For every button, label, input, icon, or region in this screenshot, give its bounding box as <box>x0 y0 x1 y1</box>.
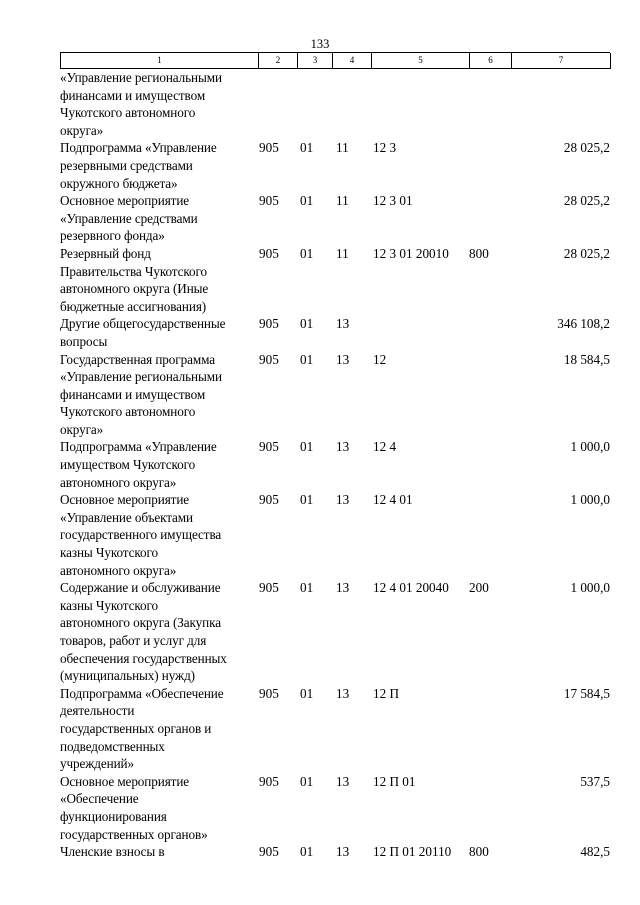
row-target-code: 12 3 01 20010 <box>373 245 449 261</box>
row-target-code: 12 <box>373 351 387 367</box>
table-row <box>60 843 610 861</box>
row-subsection: 13 <box>336 492 350 508</box>
row-section: 01 <box>300 492 314 508</box>
row-amount: 28 025,2 <box>563 245 610 261</box>
row-expense-type <box>469 192 511 245</box>
row-target-code <box>371 315 469 350</box>
table-header-row <box>60 52 610 69</box>
row-name: Основное мероприятие «Управление объектами государственного имущества казны Чукотского автономного округа» <box>60 492 222 578</box>
row-section: 01 <box>300 685 314 701</box>
row-subsection: 13 <box>336 439 350 455</box>
row-ministry-code: 905 <box>259 316 279 332</box>
row-name: Содержание и обслуживание казны Чукотского автономного округа (Закупка товаров, работ и услуг для обеспечения государственных (муниципальных) нужд) <box>60 580 227 684</box>
row-name: Подпрограмма «Обеспечение деятельности государственных органов и подведомственных учреждений» <box>60 685 224 772</box>
row-subsection: 13 <box>336 685 350 701</box>
row-section: 01 <box>300 140 314 156</box>
row-amount: 1 000,0 <box>570 439 610 455</box>
table-row <box>60 491 610 579</box>
column-header-name: 1 <box>61 53 259 69</box>
table-row <box>60 685 610 773</box>
table-row <box>60 579 610 685</box>
column-header-amount: 7 <box>512 53 611 69</box>
row-ministry-code: 905 <box>259 580 279 596</box>
row-amount: 482,5 <box>580 844 610 860</box>
row-section <box>297 69 332 139</box>
row-target-code: 12 П <box>373 685 400 701</box>
row-expense-type <box>469 351 511 439</box>
budget-table <box>60 52 610 861</box>
table-row <box>60 773 610 843</box>
row-section: 01 <box>300 245 314 261</box>
row-subsection: 13 <box>336 316 350 332</box>
row-name: «Управление региональными финансами и имуществом Чукотского автономного округа» <box>60 70 222 138</box>
table-row <box>60 192 610 245</box>
row-expense-type <box>469 773 511 843</box>
row-target-code: 12 4 01 <box>373 492 413 508</box>
row-subsection <box>332 69 371 139</box>
row-amount: 28 025,2 <box>563 193 610 209</box>
row-name: Подпрограмма «Управление резервными средствами окружного бюджета» <box>60 140 217 191</box>
row-expense-type: 800 <box>469 245 489 261</box>
row-section: 01 <box>300 351 314 367</box>
row-target-code: 12 П 01 20110 <box>373 844 452 860</box>
row-ministry-code: 905 <box>259 773 279 789</box>
row-amount: 28 025,2 <box>563 140 610 156</box>
table-row <box>60 245 610 315</box>
row-subsection: 13 <box>336 351 350 367</box>
row-expense-type <box>469 685 511 773</box>
row-subsection: 13 <box>336 773 350 789</box>
row-expense-type <box>469 491 511 579</box>
row-amount: 1 000,0 <box>570 492 610 508</box>
table-row <box>60 438 610 491</box>
row-section: 01 <box>300 439 314 455</box>
row-section: 01 <box>300 193 314 209</box>
row-subsection: 13 <box>336 844 350 860</box>
column-header-type: 6 <box>470 53 512 69</box>
row-amount: 1 000,0 <box>570 580 610 596</box>
column-header-section: 3 <box>298 53 333 69</box>
row-section: 01 <box>300 316 314 332</box>
row-section: 01 <box>300 773 314 789</box>
row-target-code: 12 4 <box>373 439 397 455</box>
row-ministry-code: 905 <box>259 351 279 367</box>
table-row <box>60 315 610 350</box>
row-name: Основное мероприятие «Управление средствами резервного фонда» <box>60 193 198 244</box>
row-expense-type <box>469 69 511 139</box>
row-amount: 537,5 <box>580 773 610 789</box>
table-row <box>60 139 610 192</box>
row-amount <box>511 69 610 139</box>
row-name: Основное мероприятие «Обеспечение функционирования государственных органов» <box>60 773 208 842</box>
row-ministry-code: 905 <box>259 439 279 455</box>
row-name: Другие общегосударственные вопросы <box>60 316 226 349</box>
row-expense-type <box>469 139 511 192</box>
row-name: Государственная программа «Управление региональными финансами и имуществом Чукотского автономного округа» <box>60 351 222 437</box>
row-target-code: 12 3 01 <box>373 193 413 209</box>
row-name: Подпрограмма «Управление имуществом Чукотского автономного округа» <box>60 439 217 490</box>
row-expense-type: 800 <box>469 844 489 860</box>
column-header-ministry: 2 <box>259 53 298 69</box>
row-ministry-code: 905 <box>259 844 279 860</box>
table-body <box>60 69 610 861</box>
page-number: 133 <box>310 37 330 51</box>
row-target-code: 12 3 <box>373 140 397 156</box>
table-row <box>60 69 610 139</box>
row-subsection: 11 <box>336 193 349 209</box>
row-section: 01 <box>300 844 314 860</box>
row-section: 01 <box>300 580 314 596</box>
column-header-code: 5 <box>372 53 470 69</box>
row-target-code <box>371 69 469 139</box>
row-target-code: 12 П 01 <box>373 773 416 789</box>
row-subsection: 11 <box>336 140 349 156</box>
row-ministry-code: 905 <box>259 492 279 508</box>
row-ministry-code: 905 <box>259 685 279 701</box>
row-expense-type <box>469 315 511 350</box>
row-name: Членские взносы в <box>60 844 165 860</box>
table-row <box>60 351 610 439</box>
row-expense-type <box>469 438 511 491</box>
row-name: Резервный фонд Правительства Чукотского автономного округа (Иные бюджетные ассигнования) <box>60 245 209 314</box>
row-amount: 346 108,2 <box>557 316 610 332</box>
row-ministry-code: 905 <box>259 245 279 261</box>
row-subsection: 11 <box>336 245 349 261</box>
row-amount: 17 584,5 <box>563 685 610 701</box>
row-target-code: 12 4 01 20040 <box>373 580 449 596</box>
row-amount: 18 584,5 <box>563 351 610 367</box>
row-subsection: 13 <box>336 580 350 596</box>
row-ministry-code: 905 <box>259 193 279 209</box>
row-expense-type: 200 <box>469 580 489 596</box>
column-header-subsection: 4 <box>333 53 372 69</box>
row-ministry-code <box>258 69 297 139</box>
row-ministry-code: 905 <box>259 140 279 156</box>
